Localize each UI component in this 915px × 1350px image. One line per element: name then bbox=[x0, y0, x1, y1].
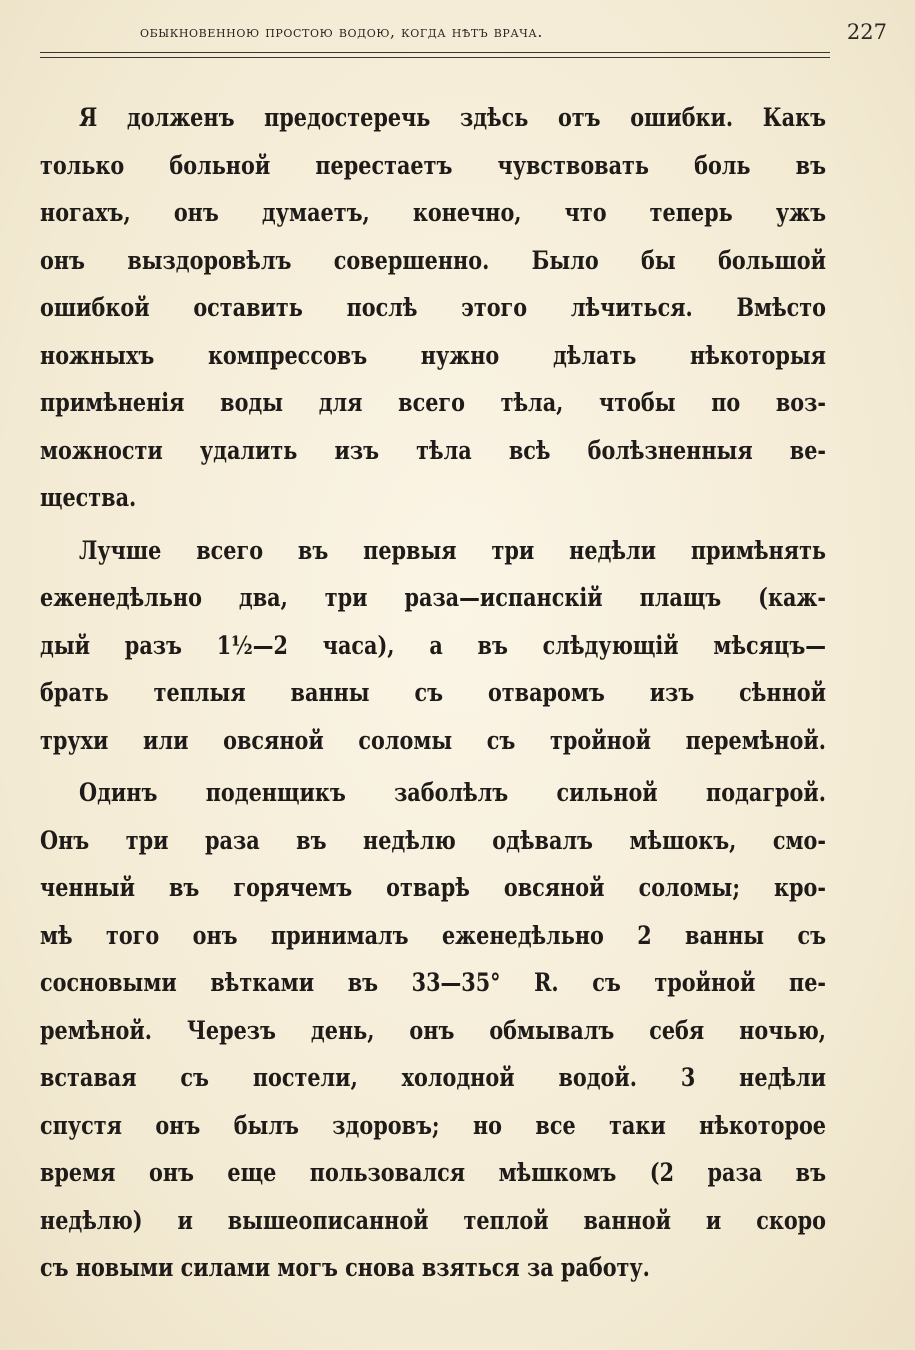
text-line: мѣ того онъ принималъ еженедѣльно 2 ванны съ bbox=[40, 920, 827, 950]
text-line: дый разъ 1½—2 часа), а въ слѣдующій мѣсяцъ— bbox=[40, 630, 827, 660]
text-line: Одинъ поденщикъ заболѣлъ сильной подагрой. bbox=[79, 778, 827, 807]
text-line: примѣненія воды для всего тѣла, чтобы по воз- bbox=[40, 388, 827, 417]
running-title: обыкновенною простою водою, когда нѣтъ врача. bbox=[140, 23, 543, 41]
text-line: ножныхъ компрессовъ нужно дѣлать нѣкоторыя bbox=[40, 340, 827, 370]
text-line: только больной перестаетъ чувствовать боль въ bbox=[40, 150, 827, 180]
running-header bbox=[40, 20, 887, 50]
text-line: Я долженъ предостеречь здѣсь отъ ошибки. Какъ bbox=[79, 103, 827, 132]
text-line: ремѣной. Черезъ день, онъ обмывалъ себя ночью, bbox=[40, 1015, 827, 1045]
text-line: щества. bbox=[40, 483, 137, 512]
text-line: брать теплыя ванны съ отваромъ изъ сѣнной bbox=[40, 678, 827, 707]
page-number: 227 bbox=[846, 20, 887, 44]
text-line: трухи или овсяной соломы съ тройной перемѣной. bbox=[40, 725, 827, 755]
header-rule bbox=[40, 52, 830, 53]
text-line: сосновыми вѣтками въ 33—35° R. съ тройной пе- bbox=[40, 968, 827, 997]
paragraph-3 bbox=[40, 769, 826, 1292]
body-text bbox=[40, 94, 826, 1292]
text-line: можности удалить изъ тѣла всѣ болѣзненныя ве- bbox=[40, 435, 827, 465]
text-line: ногахъ, онъ думаетъ, конечно, что теперь ужъ bbox=[40, 198, 827, 227]
text-line: ченный въ горячемъ отварѣ овсяной соломы; кро- bbox=[40, 873, 827, 902]
text-line: Лучше всего въ первыя три недѣли примѣнять bbox=[79, 535, 827, 565]
text-line: онъ выздоровѣлъ совершенно. Было бы большой bbox=[40, 245, 827, 275]
text-line: Онъ три раза въ недѣлю одѣвалъ мѣшокъ, смо- bbox=[40, 825, 827, 855]
text-line: вставая съ постели, холодной водой. 3 недѣли bbox=[40, 1063, 827, 1092]
text-line: ошибкой оставить послѣ этого лѣчиться. Вмѣсто bbox=[40, 293, 827, 322]
paragraph-2 bbox=[40, 527, 826, 765]
text-line: спустя онъ былъ здоровъ; но все таки нѣкоторое bbox=[40, 1110, 827, 1140]
text-line: съ новыми силами могъ снова взяться за работу. bbox=[40, 1253, 650, 1282]
header-rule-thin bbox=[40, 57, 830, 58]
text-line: недѣлю) и вышеописанной теплой ванной и скоро bbox=[40, 1205, 827, 1235]
paragraph-1 bbox=[40, 94, 826, 522]
text-line: время онъ еще пользовался мѣшкомъ (2 раза въ bbox=[40, 1158, 827, 1187]
text-line: еженедѣльно два, три раза—испанскій плащъ (каж- bbox=[40, 583, 827, 612]
